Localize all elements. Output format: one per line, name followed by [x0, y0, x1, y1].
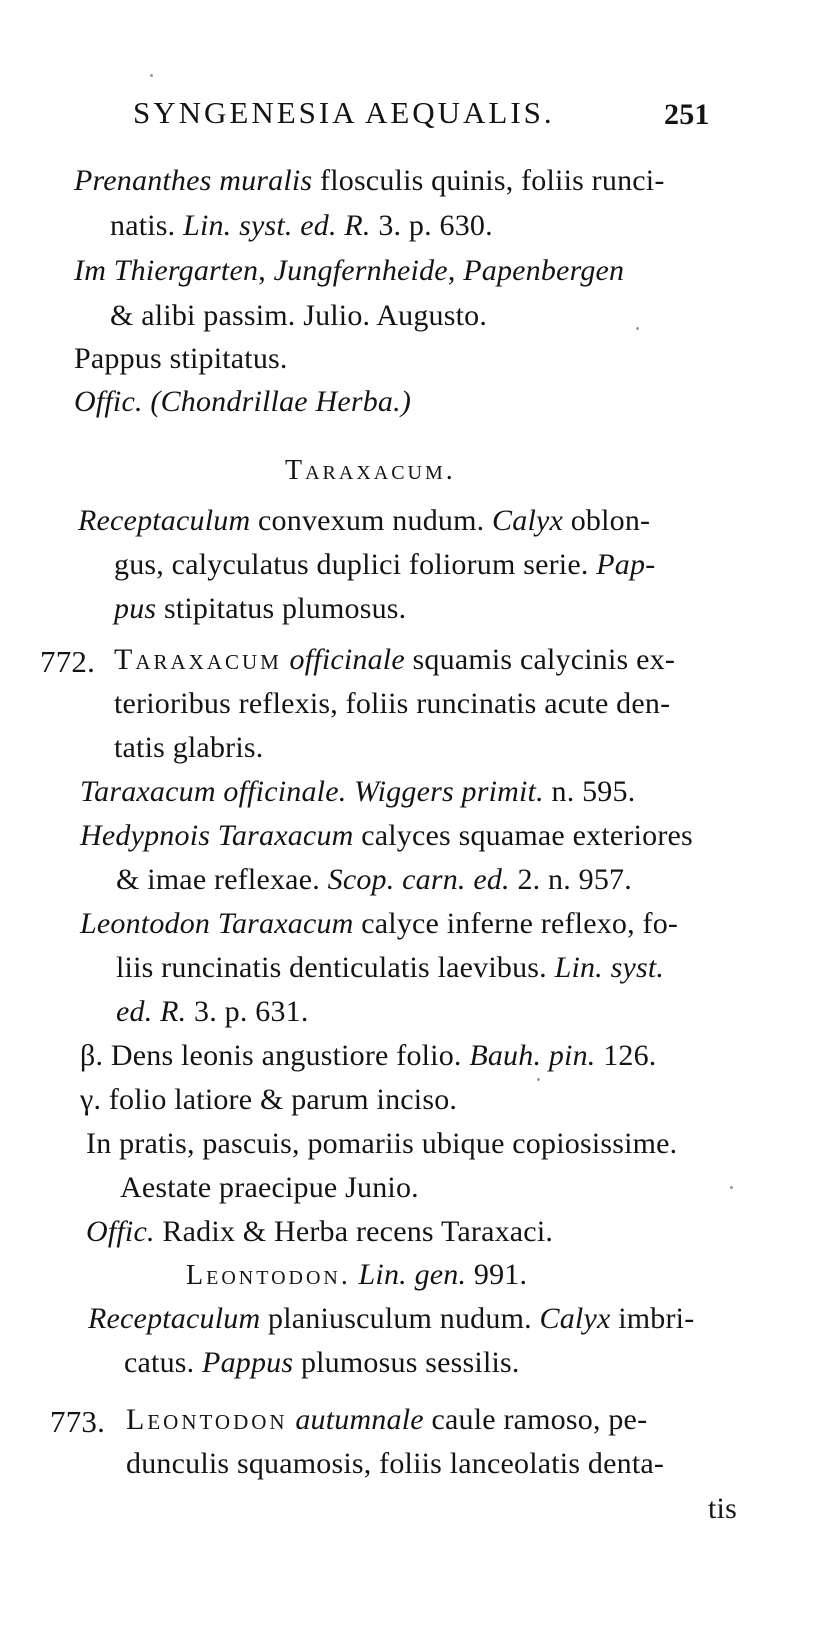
literature-reference: Lin. syst.	[554, 951, 665, 984]
sp772-offic	[86, 1213, 553, 1251]
taraxacum-genus-line-3	[114, 590, 406, 628]
synonym-hedypnois-line-2	[116, 861, 632, 899]
synonym-hedypnois	[80, 817, 693, 855]
literature-reference: ed. R.	[116, 995, 187, 1028]
scan-speck	[537, 1078, 540, 1081]
calyx-term: Calyx	[492, 504, 564, 537]
description-text: Dens leonis angustiore folio.	[103, 1039, 470, 1072]
description-text: & imae reflexae.	[116, 863, 328, 896]
species-name: Prenanthes muralis	[74, 164, 313, 197]
leontodon-genus-line-2	[124, 1344, 520, 1382]
literature-reference: Lin. syst. ed. R.	[183, 209, 371, 242]
prenanthes-localities	[74, 252, 624, 290]
variety-symbol: β.	[80, 1039, 104, 1072]
separator: ,	[258, 254, 274, 287]
pappus-term: Pappus	[202, 1346, 294, 1379]
sp773-line-2: dunculis squamosis, foliis lanceolatis denta-	[126, 1447, 665, 1480]
offic-label: Offic.	[86, 1215, 155, 1248]
species-number-773: 773.	[50, 1404, 106, 1439]
genus-name: Taraxacum	[114, 643, 282, 676]
pappus-term: Pap-	[596, 548, 656, 581]
literature-reference: Lin. gen.	[350, 1258, 467, 1291]
leontodon-genus-line-1	[88, 1300, 694, 1338]
description-text: calyce inferne reflexo, fo-	[353, 907, 679, 940]
taraxacum-genus-line-1	[78, 502, 650, 540]
scan-speck	[636, 327, 639, 330]
synonym-name: Hedypnois Taraxacum	[80, 819, 354, 852]
scan-speck	[730, 1186, 733, 1189]
receptaculum-term: Receptaculum	[78, 504, 251, 537]
variety-gamma	[80, 1081, 457, 1119]
description-text: flosculis quinis, foliis runci-	[312, 164, 665, 197]
locality-thiergarten: Thiergarten	[113, 254, 259, 287]
synonym-wiggers	[80, 773, 635, 811]
synonym-leontodon-line-2	[116, 949, 664, 987]
reference-detail: 2. n. 957.	[509, 863, 632, 896]
reference-detail: 991.	[466, 1258, 528, 1291]
variety-symbol: γ.	[80, 1083, 102, 1116]
locality-prefix: Im	[74, 254, 107, 287]
scan-speck	[150, 74, 153, 77]
description-text: stipitatus plumosus.	[156, 592, 407, 625]
reference-detail: n. 595.	[543, 775, 636, 808]
description-text: squamis calycinis ex-	[404, 643, 676, 676]
description-text: convexum nudum.	[250, 504, 493, 537]
catchword: tis	[708, 1492, 737, 1525]
prenanthes-offic: Offic. (Chondrillae Herba.)	[74, 385, 412, 418]
reference-detail: 3. p. 631.	[186, 995, 309, 1028]
locality-jungfernheide: Jungfernheide	[273, 254, 448, 287]
literature-reference: Bauh. pin.	[469, 1039, 596, 1072]
description-text: liis runcinatis denticulatis laevibus.	[116, 951, 555, 984]
genus-name: Leontodon.	[186, 1260, 351, 1291]
prenanthes-line-1	[74, 162, 665, 200]
epithet: autumnale	[295, 1403, 424, 1436]
sp772-habitat-line-2: Aestate praecipue Junio.	[120, 1171, 419, 1204]
description-text: oblon-	[563, 504, 651, 537]
reference-detail: 3. p. 630.	[370, 209, 493, 242]
description-text: plumosus sessilis.	[293, 1346, 520, 1379]
separator: ,	[447, 254, 464, 287]
species-number-772: 772.	[40, 644, 96, 679]
taraxacum-genus-line-2	[114, 546, 655, 584]
prenanthes-pappus: Pappus stipitatus.	[74, 342, 288, 375]
epithet: officinale	[289, 643, 405, 676]
sp773-line-1	[126, 1401, 647, 1439]
pappus-term: pus	[114, 592, 157, 625]
running-title: SYNGENESIA AEQUALIS.	[133, 95, 555, 130]
description-text: planiusculum nudum.	[260, 1302, 540, 1335]
description-text: imbri-	[610, 1302, 695, 1335]
sp772-line-2: terioribus reflexis, foliis runcinatis acute den-	[114, 687, 671, 720]
synonym-name: Taraxacum officinale. Wiggers primit.	[80, 775, 544, 808]
description-text: caule ramoso, pe-	[423, 1403, 648, 1436]
calyx-term: Calyx	[539, 1302, 611, 1335]
sp772-line-1	[114, 641, 675, 679]
locality-papenbergen: Papenbergen	[463, 254, 625, 287]
description-text: calyces squamae exteriores	[353, 819, 693, 852]
synonym-leontodon-line-3	[116, 993, 309, 1031]
synonym-leontodon	[80, 905, 678, 943]
description-text: gus, calyculatus duplici foliorum serie.	[114, 548, 597, 581]
receptaculum-term: Receptaculum	[88, 1302, 261, 1335]
variety-beta	[80, 1037, 657, 1075]
prenanthes-habitat: & alibi passim. Julio. Augusto.	[110, 299, 488, 332]
reference-detail: 126.	[595, 1039, 657, 1072]
description-text: natis.	[110, 209, 184, 242]
page-number: 251	[664, 98, 710, 131]
genus-name: Leontodon	[126, 1403, 288, 1436]
sp772-habitat: In pratis, pascuis, pomariis ubique copiosissime.	[86, 1127, 678, 1160]
description-text: catus.	[124, 1346, 203, 1379]
description-text: Radix & Herba recens Taraxaci.	[154, 1215, 554, 1248]
genus-heading-leontodon	[186, 1256, 527, 1295]
literature-reference: Scop. carn. ed.	[327, 863, 510, 896]
prenanthes-line-2	[110, 207, 493, 245]
genus-heading-taraxacum: Taraxacum.	[285, 455, 456, 486]
synonym-name: Leontodon Taraxacum	[80, 907, 354, 940]
sp772-line-3: tatis glabris.	[114, 731, 264, 764]
description-text: folio latiore & parum inciso.	[101, 1083, 458, 1116]
